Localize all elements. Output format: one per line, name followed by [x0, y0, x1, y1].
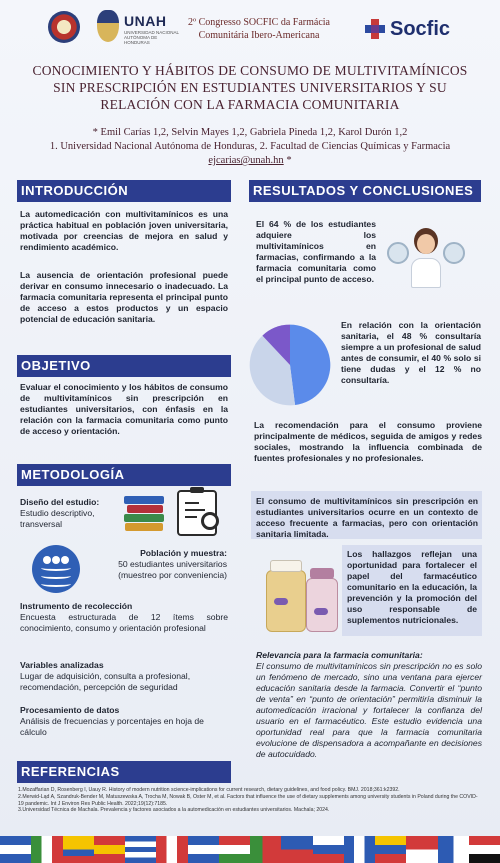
flag	[281, 836, 312, 863]
flag	[469, 836, 500, 863]
author-email[interactable]: ejcarias@unah.hn	[208, 155, 284, 166]
flag	[344, 836, 375, 863]
instrument-title: Instrumento de recolección	[20, 601, 133, 611]
author-email-line	[15, 154, 485, 168]
objective-header: OBJETIVO	[17, 355, 231, 377]
author-affiliation: 1. Universidad Nacional Autónoma de Honduras, 2. Facultad de Ciencias Químicas y Farmacia	[49, 141, 451, 152]
congress-line-2: Comunitária Ibero-Americana	[198, 30, 320, 41]
poster-title	[15, 62, 485, 113]
flag	[219, 836, 250, 863]
result-4: El consumo de multivitamínicos sin prescripción en estudiantes universitarios ocurre en un contexto de acceso frecuente a farmacias, pero con orientación sanitaria limitada.	[256, 496, 478, 539]
magnifier-icon	[201, 512, 219, 530]
population-text-2: (muestreo por conveniencia)	[118, 570, 227, 580]
result-5: Los hallazgos reflejan una oportunidad para fortalecer el papel del farmacéutico comunitario en la educación, la prevención y la promoción del uso responsable de suplementos nutricionales.	[347, 549, 477, 625]
variables-text: Lugar de adquisición, consulta a profesional, recomendación, percepción de seguridad	[20, 671, 191, 692]
result-2: En relación con la orientación sanitaria, el 48 % consultaría siempre a un profesional de salud antes de consumir, el 40 % solo si tiene dudas y el 12 % no consultaría.	[341, 320, 481, 385]
design-text: Estudio descriptivo, transversal	[20, 508, 95, 529]
title-line-3: RELACIÓN CON LA FARMACIA COMUNITARIA	[100, 97, 400, 112]
processing-title: Procesamiento de datos	[20, 705, 120, 715]
relevance-text: El consumo de multivitamínicos sin prescripción no es solo un fenómeno de mercado, sino una ventana para ejercer educación sanitaria desde la farmacia. Convertir el “punto de venta” en “punto de orientación” permitiría disminuir la automedicación irracional y fortalecer la confianza del usuario en el farmacéutico. Este estudio evidencia una oportunidad real para que la farmacia comunitaria evolucione de dispensadora a acompañante en decisiones de autocuidado.	[256, 661, 482, 759]
authors-block	[15, 126, 485, 168]
flag	[63, 836, 94, 863]
flag	[250, 836, 281, 863]
reference-item: 1.Mozaffarian D, Rosenberg I, Uauy R. History of modern nutrition science-implications for current research, dietary guidelines, and food policy. BMJ. 2018;361:k2392.	[18, 787, 400, 793]
references-header: REFERENCIAS	[17, 761, 231, 783]
flag	[313, 836, 344, 863]
flag	[125, 836, 156, 863]
socfic-name: Socfic	[390, 18, 451, 40]
flag	[188, 836, 219, 863]
processing-text: Análisis de frecuencias y porcentajes en hoja de cálculo	[20, 716, 204, 737]
author-names: * Emil Carías 1,2, Selvin Mayes 1,2, Gabriela Pineda 1,2, Karol Durón 1,2	[92, 127, 408, 138]
socfic-cross-icon	[365, 19, 385, 39]
pie-slice	[290, 325, 330, 405]
method-header: METODOLOGÍA	[17, 464, 231, 486]
header	[0, 0, 500, 55]
country-flags-strip	[0, 836, 500, 863]
result-1: El 64 % de los estudiantes adquiere los multivitamínicos en farmacias, confirmando a la farmacia comunitaria como el principal punto de acceso.	[256, 219, 376, 284]
congress-line-1: 2º Congresso SOCFIC da Farmácia	[188, 17, 330, 28]
design-title: Diseño del estudio:	[20, 497, 100, 507]
population-text-1: 50 estudiantes universitarios	[118, 559, 227, 569]
population-title: Población y muestra:	[140, 548, 227, 558]
flag	[406, 836, 437, 863]
flag	[31, 836, 62, 863]
flag	[156, 836, 187, 863]
books-icon	[124, 492, 164, 534]
intro-paragraph-1: La automedicación con multivitamínicos es una práctica habitual en población joven universitaria, motivada por creencias de mejora en salud y rendimiento académico.	[20, 209, 228, 252]
flag	[375, 836, 406, 863]
references-list	[18, 787, 483, 814]
congress-name	[184, 16, 334, 42]
objective-text: Evaluar el conocimiento y los hábitos de consumo de multivitamínicos sin prescripción en estudiantes universitarios, con énfasis en la relación con la farmacia comunitaria como punto de acceso y orientación.	[20, 382, 228, 436]
flag	[94, 836, 125, 863]
population-group-icon	[32, 545, 80, 593]
intro-paragraph-2: La ausencia de orientación profesional puede derivar en consumo innecesario o inadecuado. La farmacia comunitaria representa el principal punto de acceso a estos productos y un espacio potencial de educación sanitaria.	[20, 270, 228, 324]
pharmacy-seal-logo	[48, 11, 80, 43]
email-mark: *	[286, 155, 292, 166]
unah-name: UNAH	[124, 13, 167, 29]
title-line-1: CONOCIMIENTO Y HÁBITOS DE CONSUMO DE MULTIVITAMÍNICOS	[32, 63, 468, 78]
relevance-title: Relevancia para la farmacia comunitaria:	[256, 650, 423, 660]
results-header: RESULTADOS Y CONCLUSIONES	[249, 180, 481, 202]
unah-subtitle: UNIVERSIDAD NACIONAL AUTÓNOMA DE HONDURAS	[124, 30, 179, 45]
pharmacist-icon	[387, 220, 467, 290]
flag	[0, 836, 31, 863]
supplement-bottles-icon	[262, 548, 340, 634]
reference-item: 2.Merwid-Ląd A, Szandruk-Bender M, Matuszewska A, Trocha M, Nowak B, Oster M, et al. Factors that influence the use of dietary supplements among university students in Poland during the COVID-19 pandemic. Int J Environ Res Public Health. 2022;19(12):7185.	[18, 793, 478, 807]
consultation-pie-chart	[248, 323, 332, 407]
instrument-text: Encuesta estructurada de 12 ítems sobre conocimiento, consumo y orientación profesional	[20, 612, 228, 633]
title-line-2: SIN PRESCRIPCIÓN EN ESTUDIANTES UNIVERSITARIOS Y SU	[53, 80, 447, 95]
result-3: La recomendación para el consumo proviene principalmente de médicos, seguida de amigos y redes sociales, mostrando la influencia combinada de fuentes profesionales y no profesionales.	[254, 420, 482, 463]
intro-header: INTRODUCCIÓN	[17, 180, 231, 202]
flag	[438, 836, 469, 863]
unah-shield-logo	[97, 10, 119, 42]
reference-item: 3.Universidad Técnica de Machala. Prevalencia y factores asociados a la automedicación en estudiantes universitarios. Machala; 2024.	[18, 807, 330, 814]
variables-title: Variables analizadas	[20, 660, 104, 670]
